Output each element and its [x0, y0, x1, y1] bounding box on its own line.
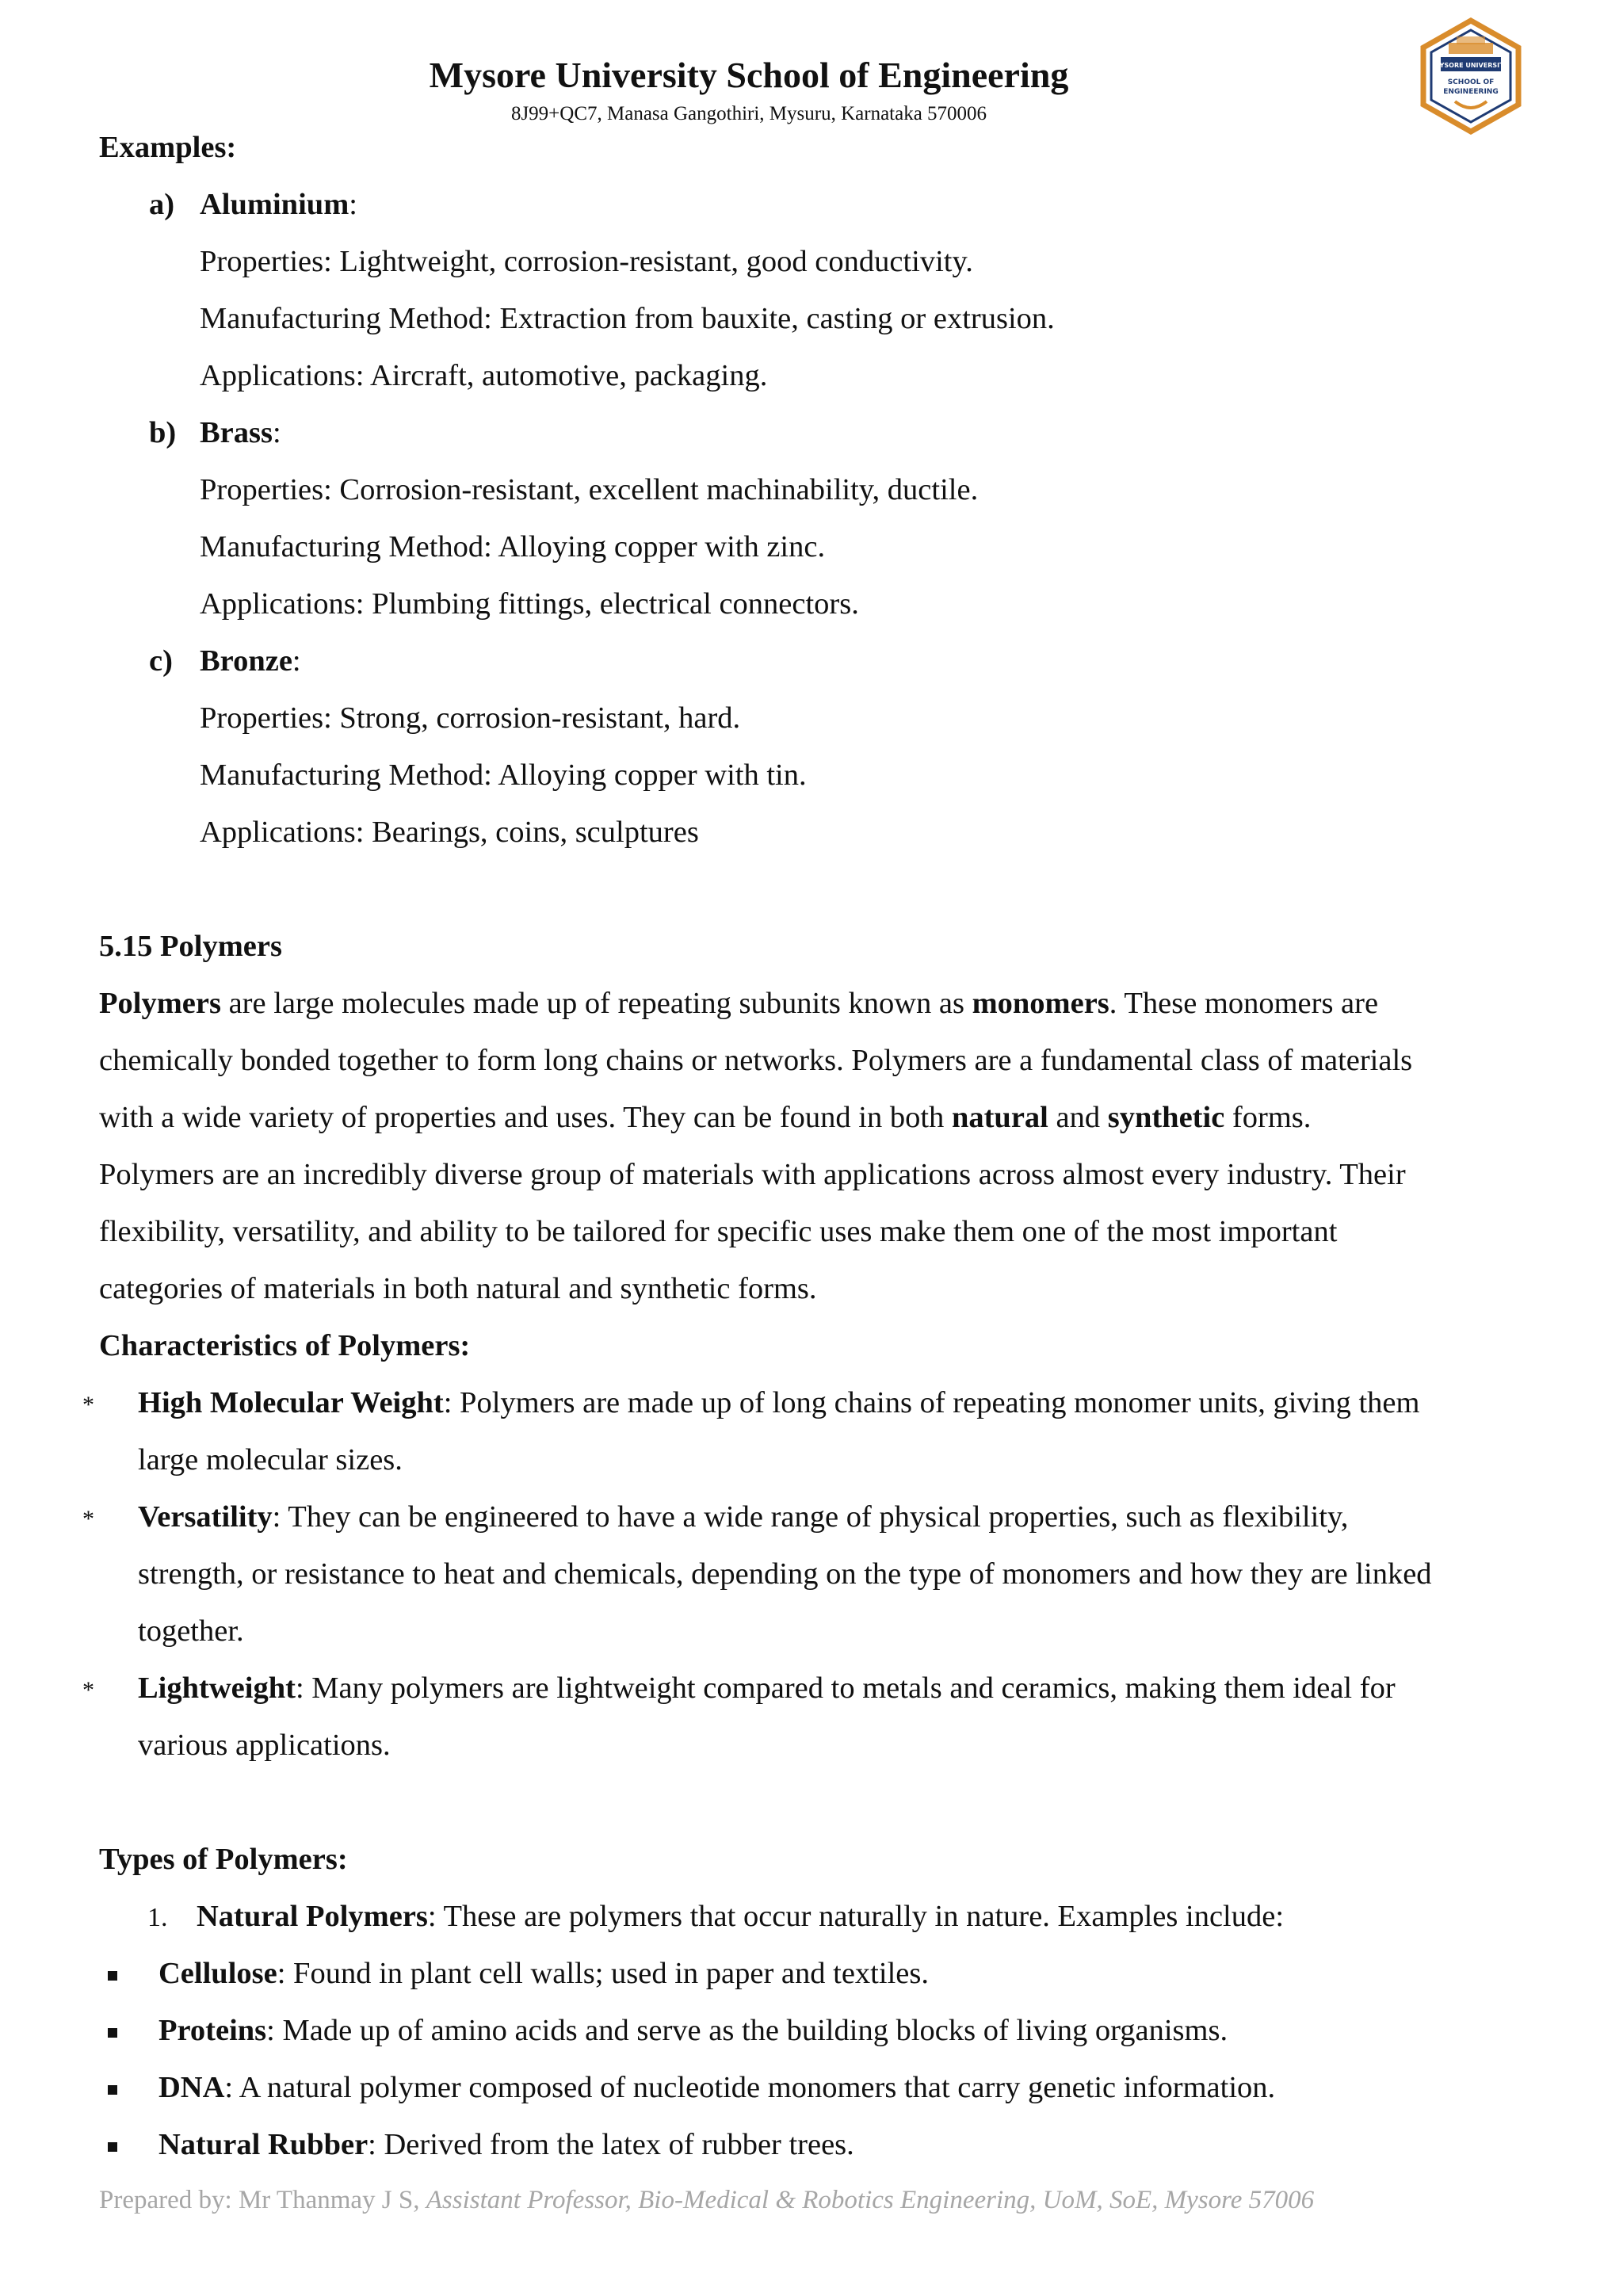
natural-polymer-text: : Made up of amino acids and serve as the building blocks of living organisms. [266, 2014, 1228, 2047]
example-detail: Manufacturing Method: Extraction from bauxite, casting or extrusion. [200, 302, 1055, 335]
page-footer [99, 2187, 1314, 2214]
example-name: Aluminium [200, 188, 349, 221]
numbered-marker: 1. [147, 1903, 168, 1932]
example-title [200, 646, 301, 677]
types-heading: Types of Polymers: [99, 1843, 348, 1876]
characteristic-text: large molecular sizes. [138, 1443, 403, 1477]
example-detail: Properties: Corrosion-resistant, excellent machinability, ductile. [200, 473, 979, 506]
intro-text: with a wide variety of properties and uses. They can be found in both [99, 1101, 952, 1134]
natural-polymer-term: Cellulose [158, 1957, 277, 1990]
natural-polymer-term: Proteins [158, 2014, 267, 2047]
characteristic-term: Lightweight [138, 1671, 296, 1705]
page-title: Mysore University School of Engineering [429, 55, 1069, 95]
intro-line: chemically bonded together to form long chains or networks. Polymers are a fundamental class of materials [99, 1044, 1413, 1077]
characteristic-text: : They can be engineered to have a wide range of physical properties, such as flexibility, [272, 1500, 1349, 1534]
natural-polymer-term: Natural Rubber [158, 2128, 369, 2161]
example-detail: Applications: Plumbing fittings, electrical connectors. [200, 587, 859, 621]
bullet-star: * [82, 1506, 94, 1532]
numbered-term: Natural Polymers [197, 1900, 428, 1933]
natural-polymer-text: : Derived from the latex of rubber trees. [368, 2128, 854, 2161]
intro-line [99, 1102, 1311, 1133]
example-suffix: : [349, 188, 357, 221]
example-detail: Manufacturing Method: Alloying copper with tin. [200, 758, 807, 792]
institution-address: 8J99+QC7, Manasa Gangothiri, Mysuru, Karnataka 570006 [510, 103, 987, 124]
intro-term: Polymers [99, 987, 221, 1020]
intro-text: forms. [1224, 1101, 1312, 1134]
section-heading: 5.15 Polymers [99, 930, 282, 963]
bullet-star: * [82, 1677, 94, 1703]
natural-polymer-text: : A natural polymer composed of nucleotide monomers that carry genetic information. [224, 2071, 1276, 2104]
natural-polymer-text: : Found in plant cell walls; used in paper and textiles. [277, 1957, 929, 1990]
characteristic-text: : Polymers are made up of long chains of repeating monomer units, giving them [443, 1386, 1420, 1419]
university-logo [1415, 17, 1526, 135]
intro-term: monomers [972, 987, 1109, 1020]
intro-line [99, 988, 1378, 1019]
characteristic-text: various applications. [138, 1729, 391, 1762]
example-name: Brass [200, 416, 273, 449]
intro-text: . These monomers are [1109, 987, 1379, 1020]
example-title [200, 189, 357, 220]
natural-polymer-item [158, 1958, 929, 1989]
natural-polymer-item [158, 2073, 1275, 2103]
natural-polymer-item [158, 2130, 854, 2160]
characteristics-heading: Characteristics of Polymers: [99, 1329, 471, 1362]
example-detail: Properties: Strong, corrosion-resistant, hard. [200, 701, 741, 735]
logo-text-line2: SCHOOL OF [1447, 78, 1495, 86]
examples-label: Examples: [99, 131, 237, 164]
square-bullet [108, 1971, 117, 1981]
characteristic-text: strength, or resistance to heat and chemicals, depending on the type of monomers and how they are linked [138, 1557, 1432, 1591]
intro-term: synthetic [1107, 1101, 1225, 1134]
characteristic-term: Versatility [138, 1500, 273, 1534]
logo-text-line1: MYSORE UNIVERSITY [1433, 62, 1509, 69]
example-name: Bronze [200, 644, 292, 678]
example-marker: a) [149, 188, 175, 221]
numbered-item [197, 1901, 1284, 1932]
natural-polymer-item [158, 2015, 1228, 2046]
example-suffix: : [292, 644, 301, 678]
example-marker: b) [149, 416, 177, 449]
numbered-text: : These are polymers that occur naturally in nature. Examples include: [427, 1900, 1285, 1933]
intro-line: flexibility, versatility, and ability to be tailored for specific uses make them one of the most important [99, 1215, 1338, 1248]
example-detail: Applications: Bearings, coins, sculptures [200, 816, 699, 849]
example-title [200, 418, 281, 449]
example-detail: Properties: Lightweight, corrosion-resistant, good conductivity. [200, 245, 973, 278]
characteristic-item [138, 1388, 1419, 1419]
example-detail: Manufacturing Method: Alloying copper with zinc. [200, 530, 826, 563]
intro-text: are large molecules made up of repeating subunits known as [220, 987, 972, 1020]
square-bullet [108, 2085, 117, 2095]
square-bullet [108, 2142, 117, 2152]
example-marker: c) [149, 644, 173, 678]
characteristic-text: : Many polymers are lightweight compared to metals and ceramics, making them ideal for [295, 1671, 1396, 1705]
bullet-star: * [82, 1392, 94, 1418]
characteristic-text: together. [138, 1614, 244, 1648]
footer-prefix: Prepared by: Mr Thanmay J S, [99, 2186, 426, 2214]
intro-text: and [1048, 1101, 1108, 1134]
characteristic-term: High Molecular Weight [138, 1386, 444, 1419]
intro-term: natural [951, 1101, 1048, 1134]
square-bullet [108, 2028, 117, 2038]
natural-polymer-term: DNA [158, 2071, 225, 2104]
logo-text-line3: ENGINEERING [1443, 88, 1499, 96]
footer-affiliation: Assistant Professor, Bio-Medical & Robotics Engineering, UoM, SoE, Mysore 57006 [426, 2186, 1315, 2214]
example-detail: Applications: Aircraft, automotive, packaging. [200, 359, 768, 392]
example-suffix: : [272, 416, 281, 449]
intro-line: categories of materials in both natural and synthetic forms. [99, 1272, 817, 1305]
intro-line: Polymers are an incredibly diverse group of materials with applications across almost every industry. Their [99, 1158, 1406, 1191]
characteristic-item [138, 1502, 1348, 1533]
characteristic-item [138, 1673, 1396, 1704]
